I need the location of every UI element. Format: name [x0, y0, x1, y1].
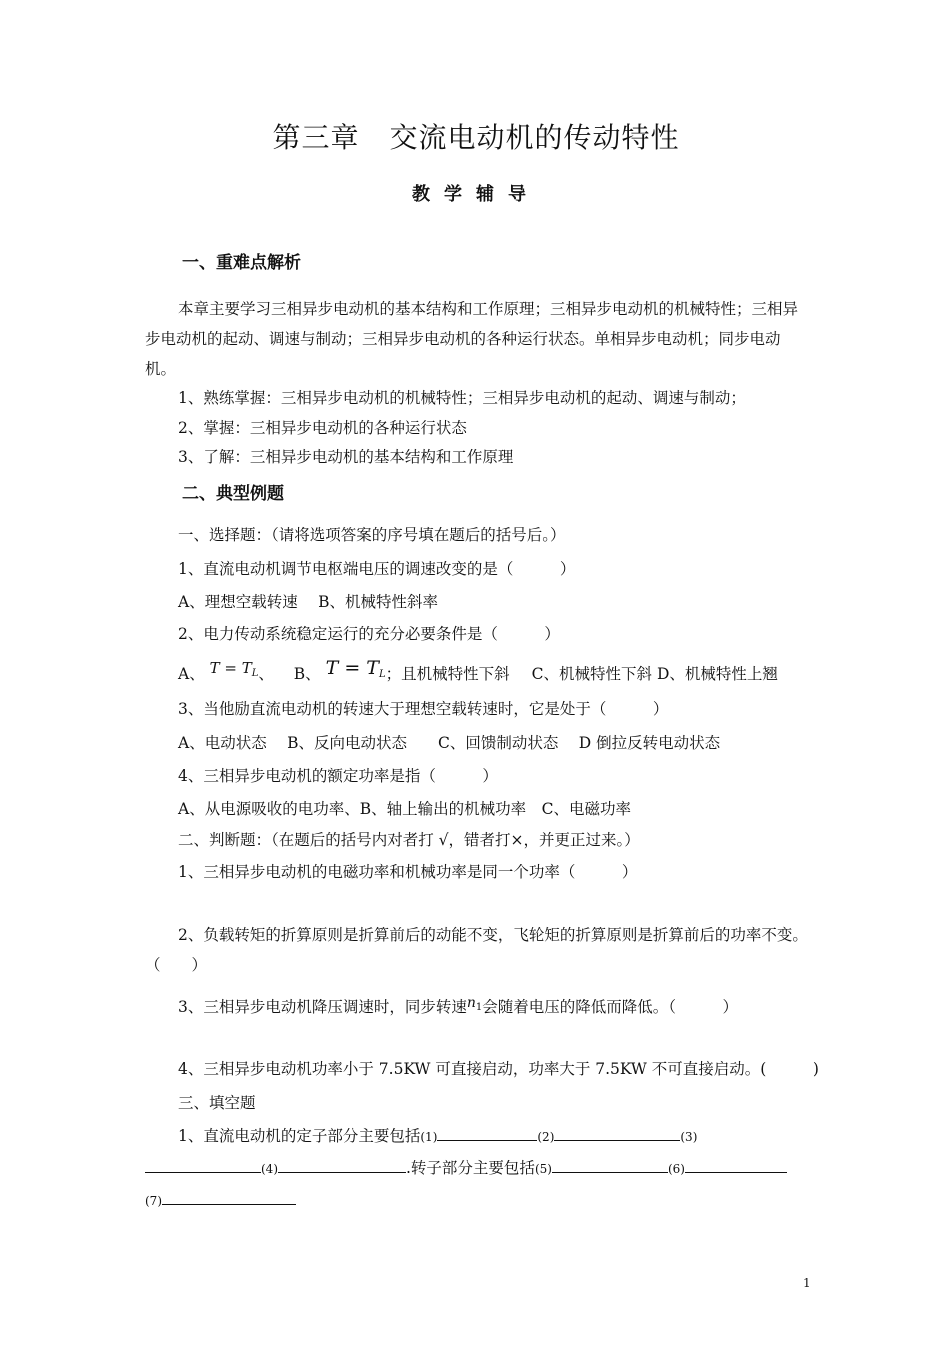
chapter-name: 交流电动机的传动特性 [389, 121, 680, 154]
answer-blank[interactable] [162, 1188, 296, 1205]
equation-a: $T = T_L$ [209, 659, 259, 679]
list-item: 1、熟练掌握：三相异步电动机的机械特性；三相异步电动机的起动、调速与制动； [178, 389, 746, 407]
question: 1、三相异步电动机的电磁功率和机械功率是同一个功率（ ） [178, 863, 638, 881]
intro-paragraph: 本章主要学习三相异步电动机的基本结构和工作原理；三相异步电动机的机械特性；三相异步电动机的起动、调速与制动；三相异步电动机的各种运行状态。单相异步电动机；同步电动机。 [145, 300, 799, 378]
question: 4、三相异步电动机功率小于 7.5KW 可直接启动，功率大于 7.5KW 不可直接启动。( ) [178, 1060, 819, 1078]
question: 3、三相异步电动机降压调速时，同步转速$n_1$会随着电压的降低而降低。（ ） [178, 995, 739, 1016]
variable-n1: $n_1$ [466, 995, 483, 1013]
answer-blank[interactable] [685, 1156, 787, 1173]
answer-blank[interactable] [145, 1156, 261, 1173]
fill-question: 1、直流电动机的定子部分主要包括(1) (2) (3) [178, 1124, 697, 1146]
answer-blank[interactable] [278, 1156, 406, 1173]
question-options: A、 $T = T_L$、 B、 $T = T_L$；且机械特性下斜 C、机械特性下斜 D、机械特性上翘 [178, 657, 778, 683]
option-label: A、 [178, 665, 205, 683]
answer-blank[interactable] [437, 1124, 537, 1141]
fill-section-heading: 三、填空题 [178, 1094, 256, 1112]
section-heading-examples: 二、典型例题 [182, 484, 284, 504]
question: 2、电力传动系统稳定运行的充分必要条件是（ ） [178, 625, 560, 643]
judge-section-heading: 二、判断题：（在题后的括号内对者打 √，错者打×，并更正过来。） [178, 831, 640, 849]
chapter-title [0, 116, 952, 156]
list-item: 2、掌握：三相异步电动机的各种运行状态 [178, 419, 467, 437]
page-number: 1 [803, 1276, 811, 1290]
question: 4、三相异步电动机的额定功率是指（ ） [178, 767, 498, 785]
section-heading-key-points: 一、重难点解析 [182, 253, 301, 273]
answer-blank[interactable] [552, 1156, 668, 1173]
question-options: A、电动状态 B、反向电动状态 C、回馈制动状态 D 倒拉反转电动状态 [178, 734, 721, 752]
question: 3、当他励直流电动机的转速大于理想空载转速时，它是处于（ ） [178, 700, 669, 718]
question-options: A、理想空载转速 B、机械特性斜率 [178, 593, 439, 611]
chapter-number: 第三章 [272, 121, 360, 154]
answer-blank[interactable] [554, 1124, 680, 1141]
fill-question-continued: (4) .转子部分主要包括(5) (6) [145, 1156, 787, 1178]
list-item: 3、了解：三相异步电动机的基本结构和工作原理 [178, 448, 514, 466]
option-label: B、 [293, 665, 321, 683]
question: 1、直流电动机调节电枢端电压的调速改变的是（ ） [178, 560, 576, 578]
question-options: A、从电源吸收的电功率、B、轴上输出的机械功率 C、电磁功率 [178, 800, 631, 818]
subtitle: 教学辅导 [412, 184, 540, 205]
choice-section-heading: 一、选择题：（请将选项答案的序号填在题后的括号后。） [178, 526, 566, 544]
equation-b: $T = T_L$ [325, 657, 386, 680]
fill-question-continued: (7) [145, 1188, 296, 1209]
question: 2、负载转矩的折算原则是折算前后的动能不变，飞轮矩的折算原则是折算前后的功率不变。（ ） [145, 926, 808, 974]
